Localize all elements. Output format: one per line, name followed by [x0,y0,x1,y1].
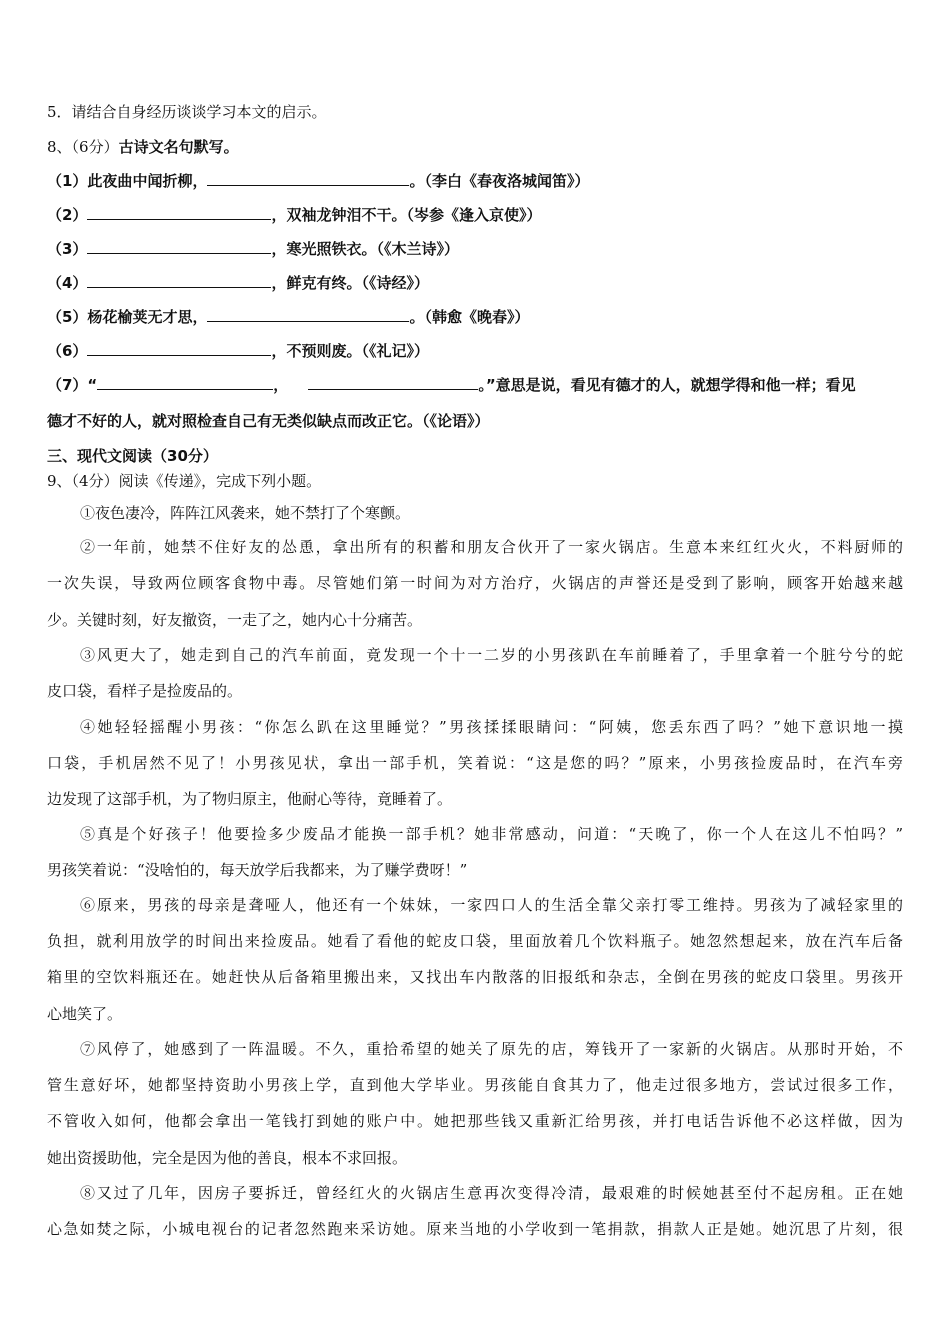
item-suffix: 。”意思是说，看见有德才的人，就想学得和他一样；看见 [478,376,856,394]
answer-blank[interactable] [207,171,409,186]
dictation-item-6 [47,341,903,361]
item-separator: ， [273,376,289,394]
question-8-heading [47,137,903,157]
passage-paragraph-8: ⑧又过了几年，因房子要拆迁，曾经红火的火锅店生意再次变得冷清，最艰难的时候她甚至付不起房租。正在她 [80,1184,903,1202]
item-suffix: ，鲜克有终。（《诗经》） [271,274,429,292]
passage-line: 不管收入如何，他都会拿出一笔钱打到她的账户中。她把那些钱又重新汇给男孩，并打电话告诉他不必这样做，因为 [47,1112,903,1130]
passage-paragraph-5: ⑤真是个好孩子！他要捡多少废品才能换一部手机？她非常感动，问道：“天晚了，你一个人在这儿不怕吗？” [80,825,903,843]
dictation-item-7-continued: 德才不好的人，就对照检查自己有无类似缺点而改正它。（《论语》） [47,412,490,430]
answer-blank[interactable] [87,239,271,254]
passage-paragraph-7: ⑦风停了，她感到了一阵温暖。不久，重拾希望的她关了原先的店，筹钱开了一家新的火锅店。从那时开始，不 [80,1040,903,1058]
item-suffix: ，双袖龙钟泪不干。（岑参《逢入京使》） [271,206,542,224]
dictation-item-3 [47,239,903,259]
passage-line: 男孩笑着说：“没啥怕的，每天放学后我都来，为了赚学费呀！” [47,861,468,879]
passage-paragraph-4: ④她轻轻摇醒小男孩：“你怎么趴在这里睡觉？”男孩揉揉眼睛问：“阿姨，您丢东西了吗？”她下意识地一摸 [80,718,903,736]
question-title: 古诗文名句默写。 [118,138,239,156]
question-number: 8、（6分） [47,138,119,156]
dictation-item-4 [47,273,903,293]
item-prefix: （4） [47,274,88,292]
passage-line: 皮口袋，看样子是捡废品的。 [47,682,243,700]
question-intro: 阅读《传递》，完成下列小题。 [118,472,322,490]
question-9-heading [47,471,903,491]
answer-blank[interactable] [87,341,271,356]
dictation-item-1 [47,171,903,191]
item-prefix: （1）此夜曲中闻折柳， [47,172,208,190]
dictation-item-7 [47,375,903,395]
answer-blank[interactable] [308,375,478,390]
passage-line: 心急如焚之际，小城电视台的记者忽然跑来采访她。原来当地的小学收到一笔捐款，捐款人正是她。她沉思了片刻，很 [47,1220,903,1238]
dictation-item-5 [47,307,903,327]
passage-line: 心地笑了。 [47,1005,123,1023]
item-suffix: ，寒光照铁衣。（《木兰诗》） [271,240,459,258]
item-prefix: （2） [47,206,88,224]
passage-paragraph-6: ⑥原来，男孩的母亲是聋哑人，他还有一个妹妹，一家四口人的生活全靠父亲打零工维持。男孩为了减轻家里的 [80,896,903,914]
item-prefix: （6） [47,342,88,360]
item-prefix: （7）“ [47,376,98,394]
passage-paragraph-2: ②一年前，她禁不住好友的怂恿，拿出所有的积蓄和朋友合伙开了一家火锅店。生意本来红红火火，不料厨师的 [80,538,903,556]
item-prefix: （5）杨花榆荚无才思， [47,308,208,326]
item-suffix: 。（李白《春夜洛城闻笛》） [409,172,590,190]
passage-line: 她出资援助他，完全是因为他的善良，根本不求回报。 [47,1149,408,1167]
dictation-item-2 [47,205,903,225]
answer-blank[interactable] [97,375,273,390]
passage-line: 边发现了这部手机，为了物归原主，他耐心等待，竟睡着了。 [47,790,453,808]
answer-blank[interactable] [87,205,271,220]
passage-paragraph-1: ①夜色凄冷，阵阵江风袭来，她不禁打了个寒颤。 [80,504,411,522]
passage-line: 负担，就利用放学的时间出来捡废品。她看了看他的蛇皮口袋，里面放着几个饮料瓶子。她忽然想起来，放在汽车后备 [47,932,903,950]
passage-paragraph-3: ③风更大了，她走到自己的汽车前面，竟发现一个十一二岁的小男孩趴在车前睡着了，手里拿着一个脏兮兮的蛇 [80,646,903,664]
answer-blank[interactable] [87,273,271,288]
section-3-heading: 三、现代文阅读（30分） [47,447,218,465]
question-number: 9、（4分） [47,472,119,490]
passage-line: 一次失误，导致两位顾客食物中毒。尽管她们第一时间为对方治疗，火锅店的声誉还是受到了影响，顾客开始越来越 [47,574,903,592]
answer-blank[interactable] [207,307,409,322]
passage-line: 少。关键时刻，好友撤资，一走了之，她内心十分痛苦。 [47,611,423,629]
passage-line: 口袋，手机居然不见了！小男孩见状，拿出一部手机，笑着说：“这是您的吗？”原来，小男孩捡废品时，在汽车旁 [47,754,903,772]
passage-line: 管生意好坏，她都坚持资助小男孩上学，直到他大学毕业。男孩能自食其力了，他走过很多地方，尝试过很多工作， [47,1076,903,1094]
question-5: 5．请结合自身经历谈谈学习本文的启示。 [47,103,327,121]
passage-line: 箱里的空饮料瓶还在。她赶快从后备箱里搬出来，又找出车内散落的旧报纸和杂志，全倒在男孩的蛇皮口袋里。男孩开 [47,968,903,986]
item-suffix: ，不预则废。（《礼记》） [271,342,429,360]
item-prefix: （3） [47,240,88,258]
item-suffix: 。（韩愈《晚春》） [409,308,530,326]
